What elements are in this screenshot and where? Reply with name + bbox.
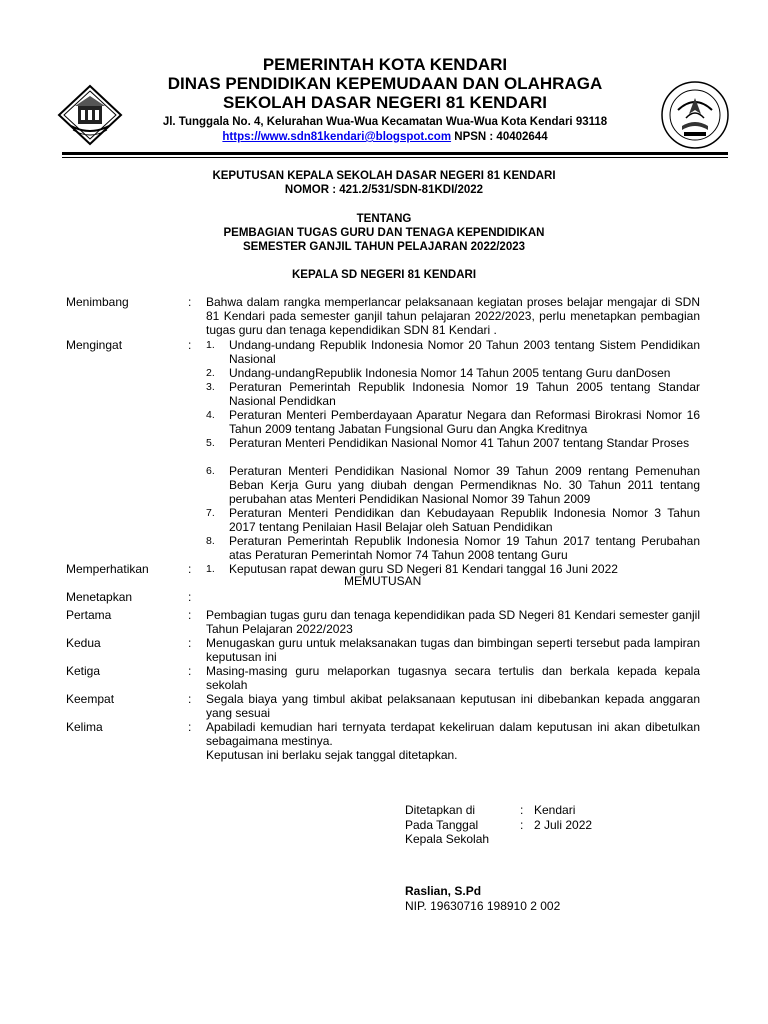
decree-number: NOMOR : 421.2/531/SDN-81KDI/2022: [284, 184, 484, 196]
signature-place-label: Ditetapkan di: [405, 803, 476, 817]
mengingat-item-number: 1.: [206, 339, 215, 351]
school-website-link[interactable]: https://www.sdn81kendari@blogspot.com: [222, 131, 452, 143]
decree-issuer: KEPALA SD NEGERI 81 KENDARI: [291, 269, 477, 281]
mengingat-item-number: 4.: [206, 409, 215, 421]
colon: :: [188, 664, 192, 678]
signature-date-value: 2 Juli 2022: [534, 818, 593, 832]
mengingat-item: Peraturan Pemerintah Republik Indonesia Nomor 19 Tahun 2017 tentang Perubahan atas Peraturan Pemerintah Nomor 74 Tahun 2008 tentang Guru: [229, 534, 700, 562]
decision-text: Masing-masing guru melaporkan tugasnya secara tertulis dan berkala kepada kepala sekolah: [206, 664, 700, 692]
colon: :: [188, 590, 192, 604]
menimbang-label: Menimbang: [66, 295, 129, 309]
colon: :: [520, 818, 524, 832]
decision-label: Kelima: [66, 720, 103, 734]
decree-subject-line2: SEMESTER GANJIL TAHUN PELAJARAN 2022/2023: [242, 241, 526, 253]
decree-subject-line1: PEMBAGIAN TUGAS GURU DAN TENAGA KEPENDIDIKAN: [223, 227, 545, 239]
decision-label: Ketiga: [66, 664, 101, 678]
mengingat-item: Peraturan Menteri Pendidikan Nasional Nomor 41 Tahun 2007 tentang Standar Proses: [229, 436, 690, 450]
mengingat-label: Mengingat: [66, 338, 123, 352]
colon: :: [188, 692, 192, 706]
mengingat-item: Undang-undangRepublik Indonesia Nomor 14 Tahun 2005 tentang Guru danDosen: [229, 366, 671, 380]
decree-about: TENTANG: [356, 213, 412, 225]
closing-statement: Keputusan ini berlaku sejak tanggal ditetapkan.: [206, 748, 458, 762]
letterhead-divider-thick: [62, 152, 728, 155]
mengingat-item: Peraturan Menteri Pendidikan Nasional Nomor 39 Tahun 2009 rentang Pemenuhan Beban Kerja Guru yang diubah dengan Permendiknas No. 30 Tahun 2011 tentang perubahan atas Menteri Pendidikan Nasional Nomor 39 Tahun 2009: [229, 464, 700, 506]
mengingat-item-number: 7.: [206, 507, 215, 519]
colon: :: [188, 295, 192, 309]
letterhead-divider-thin: [62, 157, 728, 158]
menimbang-text: Bahwa dalam rangka memperlancar pelaksanaan kegiatan proses belajar mengajar di SDN 81 Kendari pada semester ganjil tahun pelajaran 2022/2023, perlu menetapkan pembagian tugas guru dan tenaga kependidikan SDN 81 Kendari .: [206, 295, 700, 337]
mengingat-item-number: 8.: [206, 535, 215, 547]
signature-position: Kepala Sekolah: [405, 832, 490, 846]
mengingat-item-number: 3.: [206, 381, 215, 393]
decision-text: Segala biaya yang timbul akibat pelaksanaan keputusan ini dibebankan kepada anggaran yang sesuai: [206, 692, 700, 720]
letterhead-government: PEMERINTAH KOTA KENDARI: [262, 55, 508, 74]
mengingat-item-number: 5.: [206, 437, 215, 449]
decision-label: Keempat: [66, 692, 115, 706]
letterhead-department: DINAS PENDIDIKAN KEPEMUDAAN DAN OLAHRAGA: [167, 74, 603, 93]
colon: :: [188, 608, 192, 622]
colon: :: [188, 338, 192, 352]
school-npsn: NPSN : 40402644: [451, 131, 548, 143]
memutusan-heading: MEMUTUSAN: [344, 574, 422, 588]
memperhatikan-item: Keputusan rapat dewan guru SD Negeri 81 Kendari tanggal 16 Juni 2022: [229, 562, 618, 576]
decision-label: Pertama: [66, 608, 112, 622]
memperhatikan-label: Memperhatikan: [66, 562, 149, 576]
mengingat-item-number: 6.: [206, 465, 215, 477]
letterhead-contact: [140, 130, 630, 145]
letterhead-address: Jl. Tunggala No. 4, Kelurahan Wua-Wua Kecamatan Wua-Wua Kota Kendari 93118: [162, 116, 608, 128]
decision-text: Pembagian tugas guru dan tenaga kependidikan pada SD Negeri 81 Kendari semester ganjil Tahun Pelajaran 2022/2023: [206, 608, 700, 636]
decree-title: KEPUTUSAN KEPALA SEKOLAH DASAR NEGERI 81 KENDARI: [212, 170, 556, 182]
menetapkan-label: Menetapkan: [66, 590, 133, 604]
colon: :: [520, 803, 524, 817]
colon: :: [188, 562, 192, 576]
signatory-name: Raslian, S.Pd: [405, 884, 482, 898]
signatory-nip: NIP. 19630716 198910 2 002: [405, 899, 561, 913]
mengingat-item: Peraturan Menteri Pemberdayaan Aparatur Negara dan Reformasi Birokrasi Nomor 16 Tahun 2009 tentang Jabatan Fungsional Guru dan Angka Kreditnya: [229, 408, 700, 436]
mengingat-item-number: 2.: [206, 367, 215, 379]
signature-place-value: Kendari: [534, 803, 576, 817]
tut-wuri-handayani-emblem-icon: [656, 80, 734, 150]
colon: :: [188, 720, 192, 734]
kendari-city-emblem-icon: [57, 84, 123, 146]
mengingat-item: Undang-undang Republik Indonesia Nomor 20 Tahun 2003 tentang Sistem Pendidikan Nasional: [229, 338, 700, 366]
letterhead-school: SEKOLAH DASAR NEGERI 81 KENDARI: [223, 93, 547, 112]
letterhead: [140, 55, 630, 145]
decision-text: Menugaskan guru untuk melaksanakan tugas dan bimbingan seperti tersebut pada lampiran keputusan ini: [206, 636, 700, 664]
colon: :: [188, 636, 192, 650]
memperhatikan-item-number: 1.: [206, 563, 215, 575]
mengingat-item: Peraturan Pemerintah Republik Indonesia Nomor 19 Tahun 2005 tentang Standar Nasional Pendidkan: [229, 380, 700, 408]
decision-text: Apabiladi kemudian hari ternyata terdapat kekeliruan dalam keputusan ini akan dibetulkan sebagaimana mestinya.: [206, 720, 700, 748]
mengingat-item: Peraturan Menteri Pendidikan dan Kebudayaan Republik Indonesia Nomor 3 Tahun 2017 tentang Penilaian Hasil Belajar oleh Satuan Pendidikan: [229, 506, 700, 534]
signature-date-label: Pada Tanggal: [405, 818, 479, 832]
decision-label: Kedua: [66, 636, 101, 650]
